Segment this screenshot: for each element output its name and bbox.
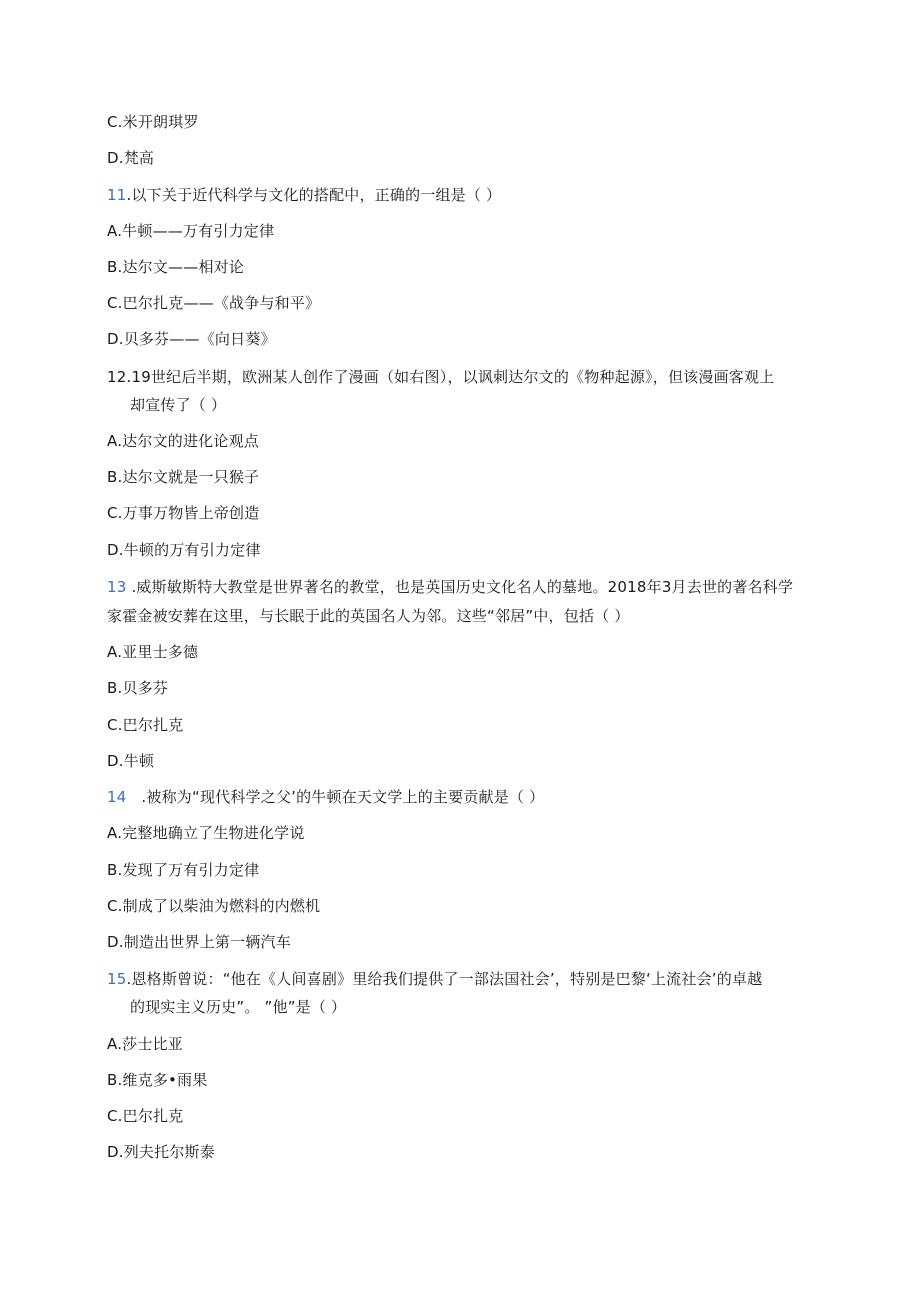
q15-option-a: A.莎士比亚	[107, 1035, 183, 1053]
q13-option-d: D.牛顿	[107, 752, 155, 770]
q12-option-b: B.达尔文就是一只猴子	[107, 468, 260, 486]
q14-option-a: A.完整地确立了生物进化学说	[107, 824, 305, 842]
question-number: 13	[107, 578, 127, 596]
question-text: .以下关于近代科学与文化的搭配中，正确的一组是（ ）	[126, 186, 502, 204]
q13-option-c: C.巴尔扎克	[107, 716, 184, 734]
question-15-continuation: 的现实主义历史”。 ”他”是（ ）	[130, 998, 347, 1016]
question-text: .被称为“现代科学之父’的牛顿在天文学上的主要贡献是（ ）	[126, 788, 545, 806]
q15-option-d: D.列夫托尔斯泰	[107, 1143, 215, 1161]
q15-option-b: B.维克多•雨果	[107, 1071, 208, 1089]
question-14	[107, 787, 544, 807]
question-number: 11	[107, 186, 127, 204]
prev-question-option-d: D.梵高	[107, 149, 155, 167]
question-13-continuation: 家霍金被安葬在这里，与长眠于此的英国名人为邻。这些“邻居”中，包括（ ）	[107, 607, 630, 625]
question-number: 14	[107, 788, 127, 806]
question-text: .19世纪后半期，欧洲某人创作了漫画（如右图），以讽刺达尔文的《物种起源》，但该漫画客观上	[126, 368, 775, 386]
q14-option-b: B.发现了万有引力定律	[107, 861, 260, 879]
q11-option-d: D.贝多芬——《向日葵》	[107, 330, 276, 348]
question-11	[107, 185, 501, 205]
q11-option-b: B.达尔文——相对论	[107, 258, 245, 276]
q11-option-a: A.牛顿——万有引力定律	[107, 222, 275, 240]
question-text: .恩格斯曾说：“他在《人间喜剧》里给我们提供了一部法国社会’，特别是巴黎‘上流社会’的卓越	[126, 970, 763, 988]
q15-option-c: C.巴尔扎克	[107, 1107, 184, 1125]
question-12	[107, 367, 774, 387]
q12-option-a: A.达尔文的进化论观点	[107, 432, 259, 450]
q11-option-c: C.巴尔扎克——《战争与和平》	[107, 294, 321, 312]
prev-question-option-c: C.米开朗琪罗	[107, 113, 199, 131]
q12-option-c: C.万事万物皆上帝创造	[107, 504, 260, 522]
question-number: 12	[107, 368, 127, 386]
question-15	[107, 969, 762, 989]
question-number: 15	[107, 970, 127, 988]
question-text: .威斯敏斯特大教堂是世界著名的教堂，也是英国历史文化名人的墓地。2018年3月去世的著名科学	[126, 578, 794, 596]
q14-option-d: D.制造出世界上第一辆汽车	[107, 933, 291, 951]
q14-option-c: C.制成了以柴油为燃料的内燃机	[107, 897, 321, 915]
q12-option-d: D.牛顿的万有引力定律	[107, 541, 261, 559]
question-13	[107, 577, 793, 597]
q13-option-a: A.亚里士多德	[107, 643, 199, 661]
question-12-continuation: 却宣传了（ ）	[130, 396, 227, 414]
q13-option-b: B.贝多芬	[107, 679, 169, 697]
